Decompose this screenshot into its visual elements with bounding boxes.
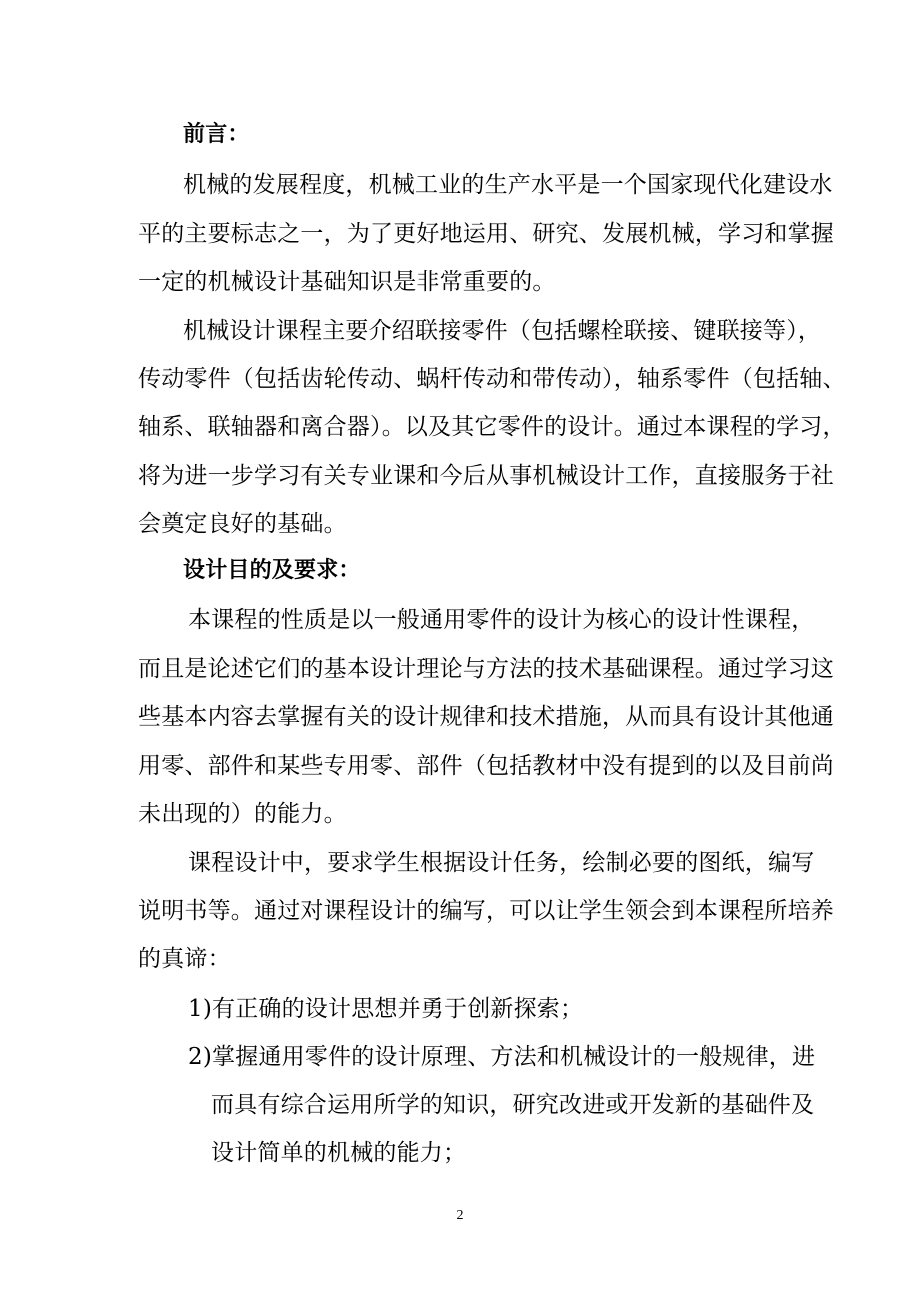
text-line: 而且是论述它们的基本设计理论与方法的技术基础课程。通过学习这	[138, 656, 834, 682]
text-line: 用零、部件和某些专用零、部件（包括教材中没有提到的以及目前尚	[138, 753, 834, 779]
page-number: 2	[456, 1208, 464, 1223]
text-line: 会奠定良好的基础。	[138, 511, 347, 537]
text-line: 课程设计中，要求学生根据设计任务，绘制必要的图纸，编写	[188, 850, 815, 876]
text-line: 传动零件（包括齿轮传动、蜗杆传动和带传动），轴系零件（包括轴、	[138, 366, 846, 392]
text-line: 平的主要标志之一，为了更好地运用、研究、发展机械，学习和掌握	[138, 221, 834, 247]
text-line: 将为进一步学习有关专业课和今后从事机械设计工作，直接服务于社	[138, 463, 834, 489]
text-line: 些基本内容去掌握有关的设计规律和技术措施，从而具有设计其他通	[138, 704, 834, 730]
list-item-1: 1)有正确的设计思想并勇于创新探索；	[188, 996, 584, 1022]
text-line: 本课程的性质是以一般通用零件的设计为核心的设计性课程，	[188, 607, 815, 633]
heading-goals: 设计目的及要求：	[183, 558, 361, 583]
heading-preface: 前言：	[183, 122, 250, 147]
text-line: 而具有综合运用所学的知识，研究改进或开发新的基础件及	[211, 1092, 815, 1118]
text-line: 未出现的）的能力。	[138, 801, 347, 827]
text-line: 设计简单的机械的能力；	[211, 1140, 467, 1166]
text-line: 2)掌握通用零件的设计原理、方法和机械设计的一般规律，进	[188, 1044, 816, 1070]
text-line: 的真谛：	[138, 946, 231, 972]
text-line: 机械的发展程度，机械工业的生产水平是一个国家现代化建设水	[183, 172, 833, 198]
text-line: 一定的机械设计基础知识是非常重要的。	[138, 269, 556, 295]
text-line: 机械设计课程主要介绍联接零件（包括螺栓联接、键联接等），	[183, 318, 822, 344]
text-line: 轴系、联轴器和离合器）。以及其它零件的设计。通过本课程的学习，	[138, 414, 846, 440]
text-line: 说明书等。通过对课程设计的编写，可以让学生领会到本课程所培养	[138, 898, 834, 924]
